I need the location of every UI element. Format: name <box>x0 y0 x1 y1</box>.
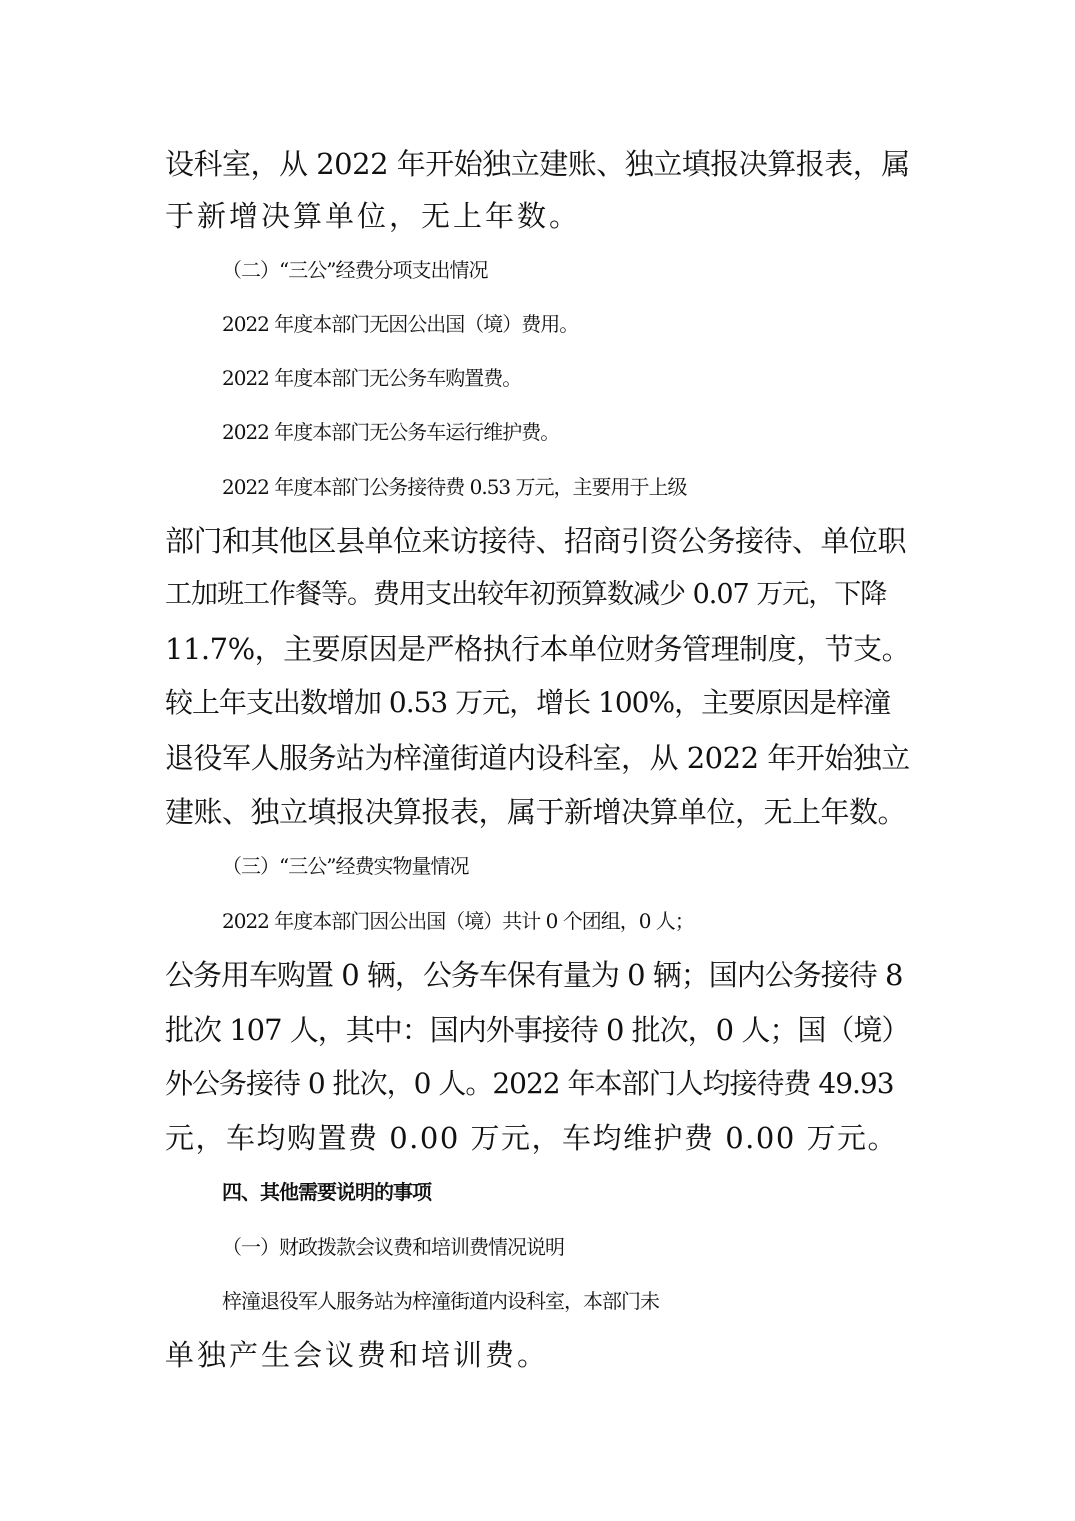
section-heading-4: 四、其他需要说明的事项 <box>222 1180 431 1204</box>
paragraph-line: 元，车均购置费 0.00 万元，车均维护费 0.00 万元。 <box>165 1121 899 1155</box>
paragraph-line: 外公务接待 0 批次，0 人。2022 年本部门人均接待费 49.93 <box>165 1067 894 1100</box>
paragraph-line: 单独产生会议费和培训费。 <box>165 1338 550 1372</box>
paragraph-line: 11.7%，主要原因是严格执行本单位财务管理制度，节支。 <box>165 632 911 666</box>
paragraph-line: 2022 年度本部门因公出国（境）共计 0 个团组，0 人； <box>222 909 694 933</box>
paragraph-line: 批次 107 人，其中：国内外事接待 0 批次，0 人；国（境） <box>165 1013 910 1047</box>
paragraph-line: 梓潼退役军人服务站为梓潼街道内设科室，本部门未 <box>222 1289 659 1313</box>
section-heading-2: （二）“三公”经费分项支出情况 <box>222 258 488 282</box>
paragraph-line: 较上年支出数增加 0.53 万元，增长 100%，主要原因是梓潼 <box>165 686 891 719</box>
paragraph-line: 部门和其他区县单位来访接待、招商引资公务接待、单位职 <box>165 524 907 558</box>
paragraph-line: 2022 年度本部门公务接待费 0.53 万元，主要用于上级 <box>222 475 687 499</box>
paragraph-line: 2022 年度本部门无公务车购置费。 <box>222 366 522 390</box>
section-heading-3: （三）“三公”经费实物量情况 <box>222 854 469 878</box>
paragraph-line: 设科室，从 2022 年开始独立建账、独立填报决算报表，属 <box>165 147 910 181</box>
paragraph-line: 公务用车购置 0 辆，公务车保有量为 0 辆；国内公务接待 8 <box>165 958 903 992</box>
paragraph-line: 2022 年度本部门无公务车运行维护费。 <box>222 420 560 444</box>
paragraph-line: 退役军人服务站为梓潼街道内设科室，从 2022 年开始独立 <box>165 741 910 775</box>
paragraph-line: 工加班工作餐等。费用支出较年初预算数减少 0.07 万元，下降 <box>165 579 887 610</box>
paragraph-line: 建账、独立填报决算报表，属于新增决算单位，无上年数。 <box>165 795 907 829</box>
section-heading-4-1: （一）财政拨款会议费和培训费情况说明 <box>222 1235 564 1259</box>
paragraph-line: 于新增决算单位，无上年数。 <box>165 199 582 233</box>
paragraph-line: 2022 年度本部门无因公出国（境）费用。 <box>222 312 579 336</box>
